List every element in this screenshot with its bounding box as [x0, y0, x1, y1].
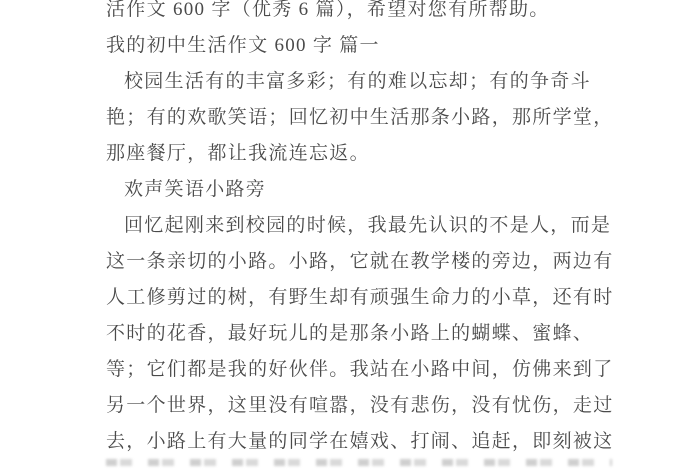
text-line: 等；它们都是我的好伙伴。我站在小路中间，仿佛来到了	[106, 359, 614, 380]
text-line: 回忆起刚来到校园的时候，我最先认识的不是人，而是	[124, 215, 612, 236]
text-line: 去，小路上有大量的同学在嬉戏、打闹、追赶，即刻被这	[106, 431, 614, 452]
essay-text-block	[106, 0, 700, 460]
text-line: 另一个世界，这里没有喧嚣，没有悲伤，没有忧伤，走过	[106, 395, 614, 416]
text-line: 人工修剪过的树，有野生却有顽强生命力的小草，还有时	[106, 287, 614, 308]
text-line: 欢声笑语小路旁	[124, 179, 267, 200]
text-line: 这一条亲切的小路。小路，它就在教学楼的旁边，两边有	[106, 251, 614, 272]
text-line: 不时的花香，最好玩儿的是那条小路上的蝴蝶、蜜蜂、	[106, 323, 594, 344]
text-line: 活作文 600 字（优秀 6 篇），希望对您有所帮助。	[106, 0, 550, 20]
text-line: 我的初中生活作文 600 字 篇一	[106, 35, 380, 56]
text-line: 校园生活有的丰富多彩；有的难以忘却；有的争奇斗	[124, 71, 591, 92]
text-line: 那座餐厅，都让我流连忘返。	[106, 143, 370, 164]
bottom-clipped-text-fragment	[106, 459, 612, 466]
text-line: 艳；有的欢歌笑语；回忆初中生活那条小路，那所学堂，	[106, 107, 614, 128]
